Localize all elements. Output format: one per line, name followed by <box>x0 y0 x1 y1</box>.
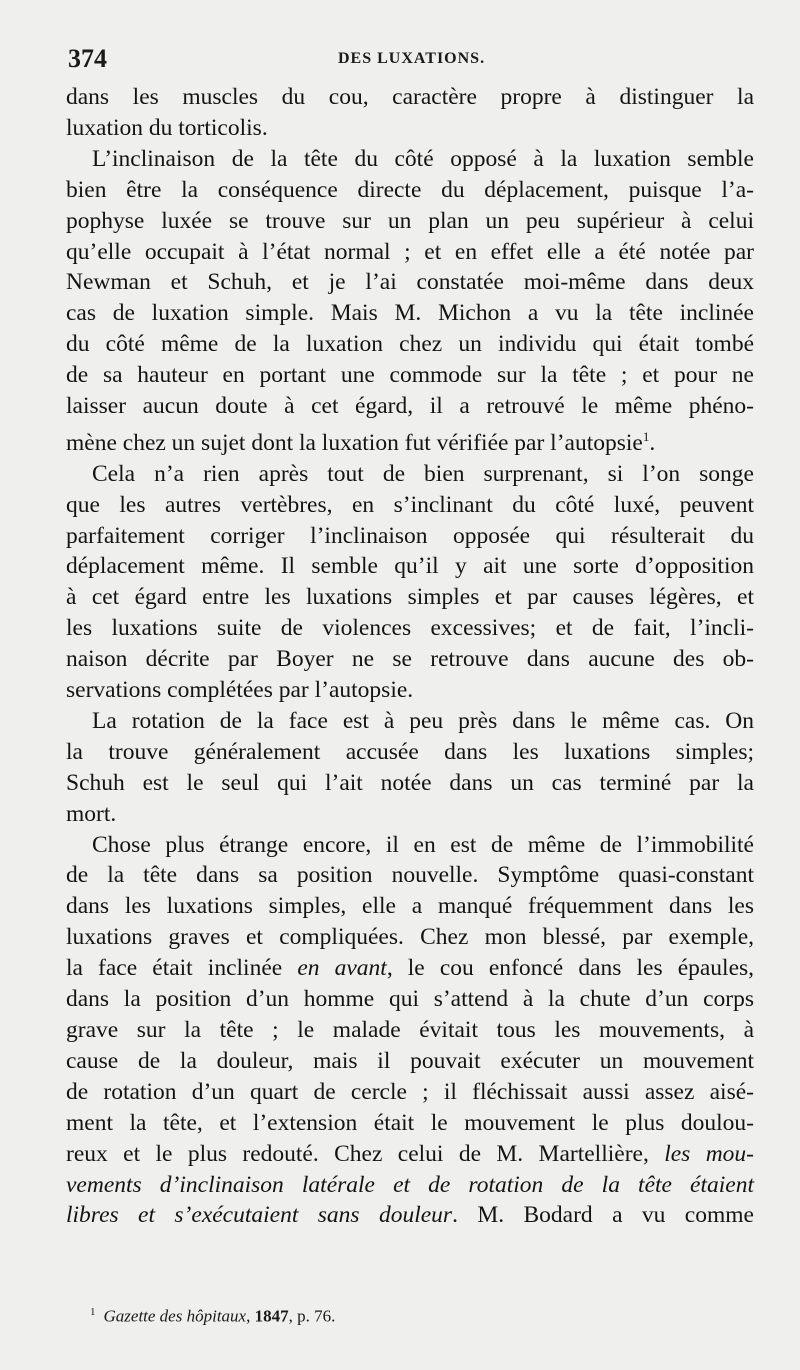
text-line-mixed <box>66 1139 754 1170</box>
paragraph-start-line: Cela n’a rien après tout de bien surprenant, si l’on songe <box>92 460 754 487</box>
page-header <box>68 38 768 78</box>
text-line: luxation du torticolis. <box>66 114 268 141</box>
text-segment: , le cou enfoncé dans les épaules, <box>386 955 755 982</box>
text-line-with-footnote: mène chez un sujet dont la luxation fut vérifiée par l’autopsie$^1$. <box>66 428 656 456</box>
italic-segment: en avant <box>297 955 387 982</box>
footnote-page: , p. 76. <box>288 1306 336 1326</box>
text-line: déplacement même. Il semble qu’il y ait une sorte d’opposition <box>66 553 754 580</box>
text-line: grave sur la tête ; le malade évitait tous les mouvements, à <box>66 1017 754 1044</box>
text-line: ment la tête, et l’extension était le mouvement le plus doulou- <box>66 1109 754 1136</box>
text-line: mort. <box>66 800 117 827</box>
text-segment: . M. Bodard a vu comme <box>452 1202 754 1229</box>
text-line: cause de la douleur, mais il pouvait exécuter un mouvement <box>66 1047 754 1074</box>
italic-segment: les mou- <box>664 1140 755 1167</box>
footnote: $^1$ Gazette des hôpitaux, 1847, p. 76. <box>90 1306 336 1326</box>
footnote-year: 1847 <box>254 1306 289 1326</box>
paragraph-start-line: La rotation de la face est à peu près dans le même cas. On <box>92 707 754 734</box>
paragraph-start-line: L’inclinaison de la tête du côté opposé à la luxation semble <box>92 145 754 172</box>
text-line: Schuh est le seul qui l’ait notée dans un cas terminé par la <box>66 769 754 796</box>
paragraph-start-line: Chose plus étrange encore, il en est de même de l’immobilité <box>92 831 754 858</box>
italic-text-line: vements d’inclinaison latérale et de rotation de la tête étaient <box>66 1171 754 1198</box>
text-line: du côté même de la luxation chez un individu qui était tombé <box>66 331 754 358</box>
running-title: DES LUXATIONS. <box>338 50 486 67</box>
text-line: servations complétées par l’autopsie. <box>66 677 414 704</box>
text-segment: reux et le plus redouté. Chez celui de M. Martellière, <box>66 1140 649 1167</box>
footnote-source: Gazette des hôpitaux <box>103 1306 247 1326</box>
text-line: dans les muscles du cou, caractère propre à distinguer la <box>66 84 754 110</box>
text-line: la trouve généralement accusée dans les luxations simples; <box>66 738 754 765</box>
text-line: de sa hauteur en portant une commode sur la tête ; et pour ne <box>66 362 754 389</box>
text-line: dans la position d’un homme qui s’attend à la chute d’un corps <box>66 986 754 1013</box>
text-line: luxations graves et compliquées. Chez mon blessé, par exemple, <box>66 924 754 951</box>
text-line: naison décrite par Boyer ne se retrouve dans aucune des ob- <box>66 646 754 673</box>
body-text <box>66 82 754 1231</box>
footnote-marker: 1 <box>90 1306 96 1318</box>
italic-segment: libres et s’exécutaient sans douleur <box>66 1202 453 1229</box>
text-line: pophyse luxée se trouve sur un plan un peu supérieur à celui <box>66 207 754 234</box>
text-line-mixed <box>66 1200 754 1231</box>
text-line: bien être la conséquence directe du déplacement, puisque l’a- <box>66 176 754 203</box>
text-line: Newman et Schuh, et je l’ai constatée moi-même dans deux <box>66 269 754 296</box>
text-line: parfaitement corriger l’inclinaison opposée qui résulterait du <box>66 522 754 549</box>
footnote-reference: 1 <box>642 428 650 444</box>
text-segment: la face était inclinée <box>66 955 283 982</box>
text-line: que les autres vertèbres, en s’inclinant du côté luxé, peuvent <box>66 491 754 518</box>
text-line: laisser aucun doute à cet égard, il a retrouvé le même phéno- <box>66 393 754 420</box>
text-line: à cet égard entre les luxations simples et par causes légères, et <box>66 584 754 611</box>
text-line: de la tête dans sa position nouvelle. Symptôme quasi-constant <box>66 862 754 889</box>
text-line: de rotation d’un quart de cercle ; il fléchissait aussi assez aisé- <box>66 1078 754 1105</box>
text-line: cas de luxation simple. Mais M. Michon a vu la tête inclinée <box>66 300 754 327</box>
text-segment: mène chez un sujet dont la luxation fut vérifiée par l’autopsie <box>66 429 643 456</box>
text-line: les luxations suite de violences excessives; et de fait, l’incli- <box>66 615 754 642</box>
text-line: dans les luxations simples, elle a manqué fréquemment dans les <box>66 893 754 920</box>
text-line: qu’elle occupait à l’état normal ; et en effet elle a été notée par <box>66 238 754 265</box>
text-line-mixed <box>66 953 754 984</box>
page-number: 374 <box>68 44 107 73</box>
